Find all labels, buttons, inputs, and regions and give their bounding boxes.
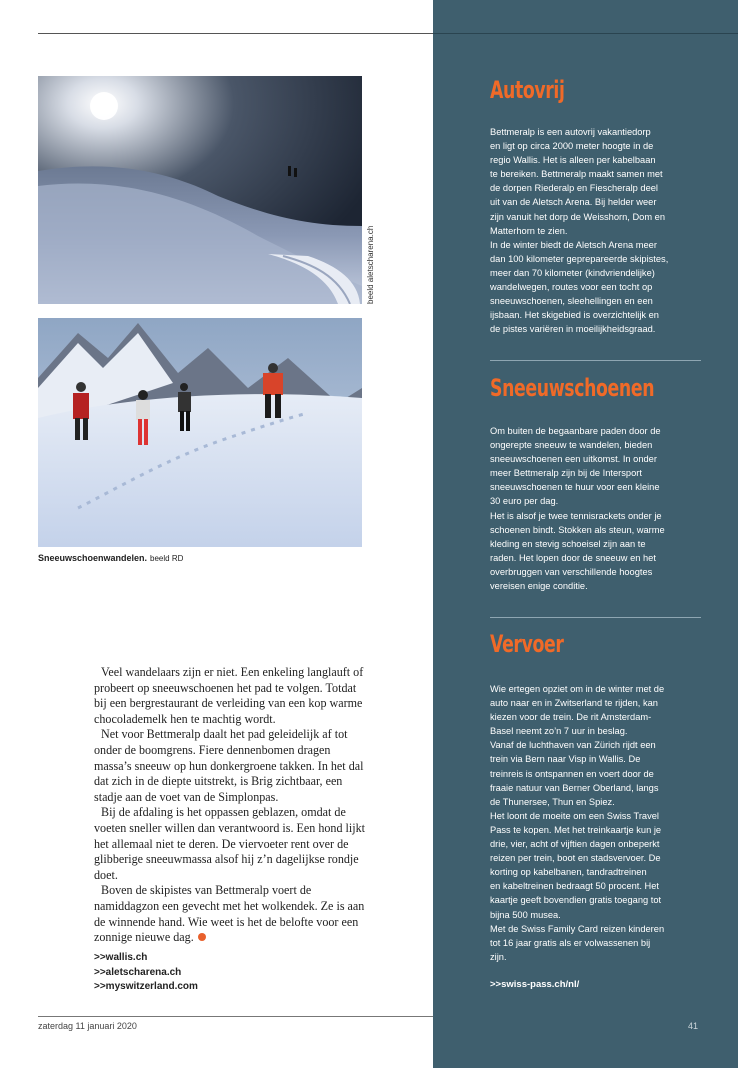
article-paragraph-text: Boven de skipistes van Bettmeralp voert de namiddagzon een gevecht met het wolkendek. Ze is aan de winnende hand. Wie weet is het de belofte voor een zonnige nieuwe dag. bbox=[94, 883, 365, 945]
text-line: raden. Het lopen door de sneeuw en het bbox=[490, 552, 656, 563]
text-sneeuwschoenen bbox=[490, 424, 712, 593]
text-vervoer bbox=[490, 682, 712, 964]
text-line: drie, vier, acht of vijftien dagen onbeperkt bbox=[490, 839, 660, 850]
article-body bbox=[94, 665, 366, 946]
article-paragraph: Net voor Bettmeralp daalt het pad geleidelijk af tot onder de boomgrens. Fiere dennenbomen dragen massa’s sneeuw op hun donkergroene takken. In het dal dat zich in de diepte uitstrekt, is Brig zichtbaar, een stadje aan de voet van de Simplonpas. bbox=[94, 727, 364, 804]
text-line: sneeuwschoenen, sleehellingen en een bbox=[490, 296, 653, 307]
heading-sneeuwschoenen: Sneeuwschoenen bbox=[490, 374, 655, 402]
link-wallis[interactable]: >>wallis.ch bbox=[94, 952, 148, 963]
text-line: korting op kabelbanen, tandradtreinen bbox=[490, 867, 647, 878]
text-line: trein via Bern naar Visp in Wallis. De bbox=[490, 754, 641, 765]
link-myswitzerland[interactable]: >>myswitzerland.com bbox=[94, 981, 198, 992]
text-line: Basel neemt zo’n 7 uur in beslag. bbox=[490, 726, 628, 737]
text-line: en kabeltreinen bedraagt 50 procent. Het bbox=[490, 881, 660, 892]
link-swiss-pass[interactable]: >>swiss-pass.ch/nl/ bbox=[490, 979, 580, 990]
text-line: Vanaf de luchthaven van Zürich rijdt een bbox=[490, 740, 656, 751]
text-autovrij bbox=[490, 125, 712, 336]
text-line: uit van de Aletsch Arena. Bij helder weer bbox=[490, 197, 657, 208]
text-line: 30 euro per dag. bbox=[490, 496, 559, 507]
text-line: fraaie natuur van Berner Oberland, langs bbox=[490, 782, 659, 793]
caption-credit: beeld RD bbox=[150, 554, 184, 563]
page-number: 41 bbox=[688, 1021, 699, 1031]
text-line: overbruggen van verschillende hoogtes bbox=[490, 566, 653, 577]
snowshoe-hikers-photo bbox=[38, 318, 362, 547]
text-line: reizen per trein, boot en stadsvervoer. De bbox=[490, 853, 661, 864]
article-paragraph-last bbox=[94, 883, 366, 945]
section-divider bbox=[490, 360, 701, 361]
section-divider bbox=[490, 617, 701, 618]
photo-credit-vertical: beeld aletscharena.ch bbox=[366, 225, 375, 304]
heading-vervoer: Vervoer bbox=[490, 630, 564, 658]
text-line: de dorpen Riederalp en Fiescheralp deel bbox=[490, 183, 658, 194]
text-line: Met de Swiss Family Card reizen kinderen bbox=[490, 923, 665, 934]
text-line: kaartje geeft bovendien gratis toegang tot bbox=[490, 895, 662, 906]
text-line: ijsbaan. Het skigebied is overzichtelijk en bbox=[490, 310, 659, 321]
text-line: Het is alsof je twee tennisrackets onder je bbox=[490, 510, 662, 521]
text-line: regio Wallis. Het is alleen per kabelbaan bbox=[490, 155, 656, 166]
text-line: Om buiten de begaanbare paden door de bbox=[490, 426, 661, 436]
article-paragraph: Veel wandelaars zijn er niet. Een enkeling langlauft of probeert op sneeuwschoenen het pad te volgen. Totdat bij een bergrestaurant de verleiding van een kop warme chocolademelk hen te machtig wordt. bbox=[94, 665, 364, 726]
text-line: Het loont de moeite om een Swiss Travel bbox=[490, 810, 659, 821]
text-line: dan 100 kilometer geprepareerde skipistes, bbox=[490, 253, 669, 264]
text-line: meer dan 70 kilometer (kindvriendelijke) bbox=[490, 267, 655, 278]
top-rule bbox=[38, 33, 433, 34]
text-line: treinreis is ontspannen en voert door de bbox=[490, 768, 654, 779]
snowshoe-hikers-photo-icon bbox=[38, 318, 362, 547]
text-line: Matterhorn te zien. bbox=[490, 225, 568, 236]
link-aletscharena[interactable]: >>aletscharena.ch bbox=[94, 966, 182, 978]
snow-path-photo-icon bbox=[38, 76, 362, 304]
text-line: ongerepte sneeuw te wandelen, bieden bbox=[490, 440, 653, 451]
text-line: vereisen enige conditie. bbox=[490, 581, 588, 592]
text-line: kleding en stevig schoeisel zijn aan te bbox=[490, 538, 646, 549]
sidebar-top-rule bbox=[433, 33, 738, 34]
text-line: sneeuwschoenen te huur voor een kleine bbox=[490, 482, 660, 493]
photo-caption bbox=[38, 553, 183, 563]
text-line: meer Bettmeralp zijn bij de Intersport bbox=[490, 468, 642, 479]
text-line: schoenen bindt. Stokken als steun, warme bbox=[490, 524, 665, 535]
text-line: kiezen voor de trein. De rit Amsterdam- bbox=[490, 712, 652, 723]
text-line: auto naar en in Zwitserland te rijden, kan bbox=[490, 698, 658, 709]
text-line: zijn. bbox=[490, 951, 507, 962]
text-line: zijn vanuit het dorp de Weisshorn, Dom en bbox=[490, 211, 666, 222]
text-line: te bereiken. Bettmeralp maakt samen met bbox=[490, 169, 663, 180]
text-line: tot 16 jaar gratis als er volwassenen bij bbox=[490, 937, 651, 948]
text-line: sneeuwschoenen een uitkomst. In onder bbox=[490, 454, 657, 465]
end-dot-icon bbox=[198, 933, 206, 941]
text-line: en ligt op circa 2000 meter hoogte in de bbox=[490, 141, 654, 152]
text-line: bijna 500 musea. bbox=[490, 909, 561, 920]
article-paragraph: Bij de afdaling is het oppassen geblazen, omdat de voeten sneller willen dan verantwoord is. Een hond lijkt het allemaal niet te deren. De viervoeter rent over de glibberige sneeuwmassa alsof hij z’n dagelijkse rondje doet. bbox=[94, 805, 366, 882]
text-line: de Thunersee, Thun en Spiez. bbox=[490, 796, 615, 807]
text-line: In de winter biedt de Aletsch Arena meer bbox=[490, 239, 657, 250]
text-line: Bettmeralp is een autovrij vakantiedorp bbox=[490, 127, 651, 137]
text-line: Pass te kopen. Met het treinkaartje kun je bbox=[490, 824, 662, 835]
caption-text: Sneeuwschoenwandelen. bbox=[38, 553, 148, 563]
snow-path-photo bbox=[38, 76, 362, 304]
article-links bbox=[94, 951, 198, 995]
text-line: de pistes variëren in moeilijkheidsgraad. bbox=[490, 324, 656, 335]
text-line: wandelwegen, routes voor een tocht op bbox=[490, 282, 653, 293]
text-line: Wie ertegen opziet om in de winter met de bbox=[490, 684, 665, 694]
footer-date: zaterdag 11 januari 2020 bbox=[38, 1021, 137, 1031]
bottom-rule bbox=[38, 1016, 433, 1017]
heading-autovrij: Autovrij bbox=[490, 76, 565, 104]
info-sidebar bbox=[433, 0, 738, 1068]
